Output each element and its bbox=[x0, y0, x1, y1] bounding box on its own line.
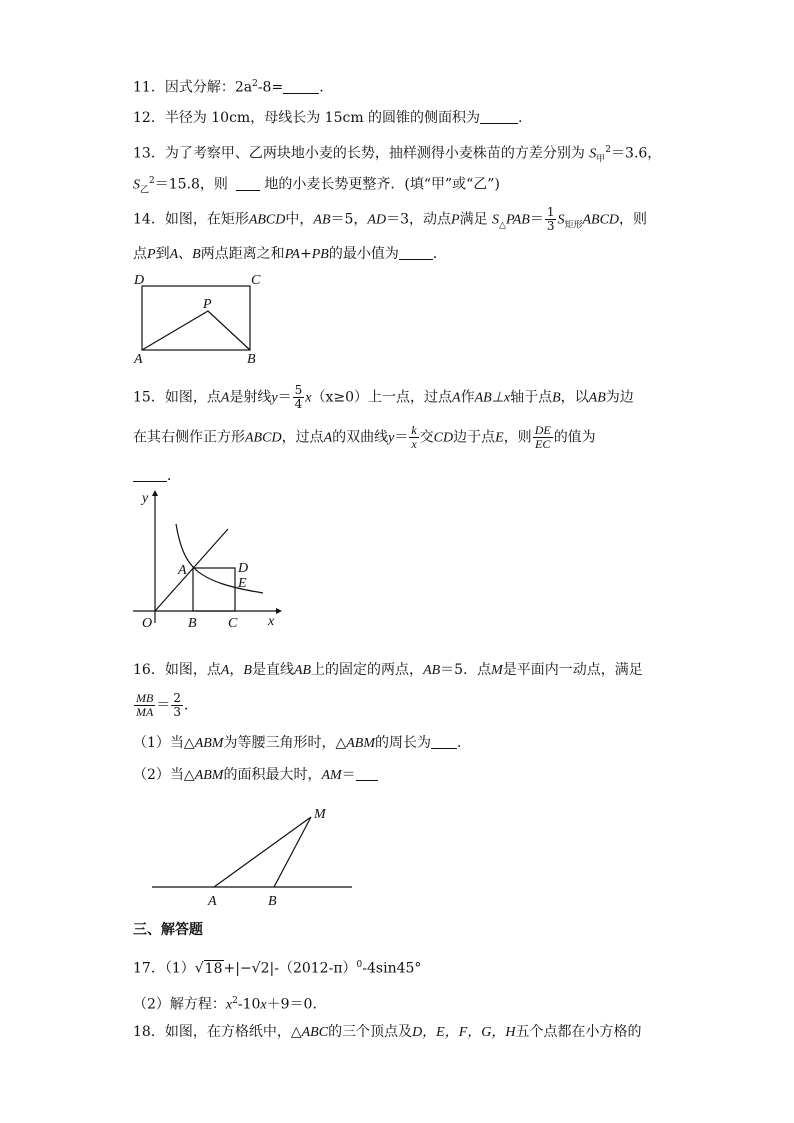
question-11 bbox=[133, 74, 324, 98]
q14-l2-pa: PA bbox=[284, 247, 300, 262]
q15-text-5: ，以 bbox=[560, 389, 589, 406]
q14-label-c: C bbox=[251, 273, 261, 288]
q13-text: 为了考察甲、乙两块地小麦的长势，抽样测得小麦株苗的方差分别为 bbox=[164, 145, 585, 162]
q15-y-arrow bbox=[152, 490, 158, 496]
q15-answer-blank bbox=[133, 467, 167, 482]
q16-p2-answer-blank bbox=[356, 766, 378, 781]
q13-value-a: ＝3.6， bbox=[611, 145, 662, 162]
q16-ratio-fraction bbox=[134, 692, 155, 719]
q16-p1-c: 的周长为 bbox=[375, 735, 431, 751]
q16-p2-am: AM bbox=[321, 768, 342, 783]
q15-label-x: x bbox=[268, 614, 275, 629]
q14-area-symbol: S bbox=[492, 212, 500, 228]
question-17-part-1: 17．$(1)√18+|-√2|-(2012-\pi)^0-4\sin 45^\circ$ bbox=[133, 960, 422, 977]
q16-number: 16． bbox=[133, 662, 165, 678]
q13-variance-symbol-b: S bbox=[133, 177, 140, 193]
question-17-part-2 bbox=[133, 991, 326, 1016]
q18-text-2: 的三个顶点及 bbox=[328, 1024, 413, 1040]
q14-rectangle-figure bbox=[130, 270, 270, 366]
q11-exponent: 2 bbox=[252, 79, 258, 89]
q14-p: P bbox=[451, 212, 460, 228]
q18-text-3: 五个点都在小方格的 bbox=[515, 1024, 642, 1040]
q15-e: E bbox=[495, 430, 504, 446]
q14-l2-c: 、 bbox=[178, 246, 193, 262]
question-16-part-1 bbox=[133, 733, 471, 754]
question-16-part-2 bbox=[133, 765, 378, 786]
q11-text: 因式分解：2a bbox=[164, 79, 253, 96]
q16-value-fraction bbox=[171, 692, 183, 719]
q13-sup-a: 2 bbox=[605, 145, 612, 155]
q16-ab2: AB bbox=[423, 663, 441, 678]
q15-k-num: k bbox=[411, 423, 417, 437]
q13-sup-b: 2 bbox=[149, 176, 155, 186]
q15-end: ． bbox=[167, 468, 181, 484]
q14-label-p: P bbox=[203, 297, 212, 312]
q16-p2-c: ＝ bbox=[341, 767, 356, 783]
q14-frac-den: 3 bbox=[546, 219, 555, 233]
question-13-line-2 bbox=[133, 171, 500, 200]
q14-answer-blank bbox=[399, 245, 433, 260]
q17-plus: + bbox=[223, 960, 236, 977]
q15-l2-A: A bbox=[323, 430, 333, 446]
q15-text-1: 如图，点 bbox=[164, 389, 221, 406]
q15-label-b: B bbox=[188, 616, 197, 631]
q15-x-arrow bbox=[276, 608, 282, 614]
q15-l2-y: y bbox=[388, 430, 395, 446]
q14-l2-plus: + bbox=[300, 246, 312, 262]
q15-fraction bbox=[293, 384, 305, 411]
q14-rect-sub: 矩形 bbox=[564, 220, 583, 231]
q15-l2-d: 交 bbox=[419, 429, 434, 446]
q11-text2: -8= bbox=[257, 79, 284, 96]
q15-text-6: 为边 bbox=[605, 389, 634, 406]
question-12 bbox=[133, 108, 523, 128]
q14-text-1: 如图，在矩形 bbox=[164, 211, 249, 228]
q15-condition: （x≥0）上一点，过点 bbox=[311, 389, 453, 406]
q15-a: A bbox=[220, 390, 230, 406]
q16-text-6: 是平面内一动点，满足 bbox=[502, 662, 643, 678]
q11-end: . bbox=[319, 79, 324, 96]
q15-frac-den: 4 bbox=[294, 397, 303, 411]
q15-label-c: C bbox=[228, 616, 238, 631]
q14-frac-num: 1 bbox=[546, 205, 555, 219]
q16-p1-answer-blank bbox=[431, 734, 457, 749]
question-14-line-2 bbox=[133, 244, 447, 265]
q14-l2-b: 到 bbox=[155, 246, 170, 262]
q14-label-d: D bbox=[134, 273, 145, 288]
q17-sqrt-18: 18 bbox=[204, 960, 223, 977]
q16-ab: AB bbox=[293, 663, 312, 678]
q15-label-a: A bbox=[178, 563, 187, 578]
q17-p1: （1） bbox=[164, 960, 195, 977]
q14-text-6: ，则 bbox=[619, 211, 648, 228]
q15-cd: CD bbox=[433, 430, 454, 446]
q16-value-num: 2 bbox=[173, 691, 181, 705]
question-15-line-3 bbox=[133, 466, 181, 486]
q15-b: B bbox=[552, 390, 561, 406]
q15-text-3: 作 bbox=[460, 389, 475, 406]
q13-value-b: ＝15.8，则 bbox=[154, 176, 228, 193]
q15-square: ABCD bbox=[245, 430, 282, 446]
q14-rect-name-2: ABCD bbox=[582, 212, 620, 228]
q16-triangle-figure bbox=[148, 800, 358, 908]
q15-l2-g: 的值为 bbox=[553, 429, 596, 446]
question-16-line-1 bbox=[133, 660, 643, 681]
q16-text-5: ＝5．点 bbox=[440, 662, 492, 678]
q14-l2-pb: PB bbox=[311, 247, 329, 262]
q14-l2-e: 的最小值为 bbox=[328, 246, 399, 262]
q17-rest-2: -4sin45° bbox=[362, 960, 422, 977]
q15-l2-a: 在其右侧作正方形 bbox=[133, 429, 245, 446]
q15-k-den: x bbox=[411, 437, 417, 451]
q16-text-4: 上的固定的两点， bbox=[311, 662, 424, 678]
q18-points: D，E，F，G，H bbox=[412, 1025, 516, 1040]
q16-b: B bbox=[243, 663, 252, 678]
q14-text-4: ＝3，动点 bbox=[386, 211, 452, 228]
q14-ab: AB bbox=[313, 212, 331, 228]
q14-ad: AD bbox=[367, 212, 387, 228]
q15-abx: AB⊥x bbox=[474, 390, 511, 406]
q14-l2-d: 两点距离之和 bbox=[200, 246, 285, 262]
q15-label-y: y bbox=[142, 491, 149, 506]
q15-l2-c: 的双曲线 bbox=[332, 429, 389, 446]
q14-label-b: B bbox=[247, 352, 256, 366]
q16-text-2: ， bbox=[229, 662, 244, 678]
q15-label-d: D bbox=[238, 561, 249, 576]
q16-label-m: M bbox=[314, 807, 326, 822]
q15-text-2: 是射线 bbox=[229, 389, 272, 406]
q17-number: 17． bbox=[133, 960, 165, 977]
q18-number: 18． bbox=[133, 1024, 165, 1040]
q17-abs-sqrt-2: −√2 bbox=[239, 960, 270, 977]
q17-p2: （2）解方程： bbox=[133, 996, 226, 1013]
q17-zero-exp: 0 bbox=[356, 960, 363, 970]
q13-sub-a: 甲 bbox=[596, 154, 606, 165]
q15-l2-f: ，则 bbox=[503, 429, 532, 446]
q17-eqn-2: ＋9＝0． bbox=[266, 996, 327, 1013]
q14-eq: ＝ bbox=[529, 211, 544, 228]
q16-p1-end: ． bbox=[457, 735, 471, 751]
q15-hyperbola bbox=[176, 524, 263, 593]
question-14-line-1 bbox=[133, 206, 647, 235]
q17-eqn: -10 bbox=[237, 996, 261, 1013]
q14-end: ． bbox=[432, 246, 447, 262]
q16-p2-b: 的面积最大时， bbox=[223, 767, 322, 783]
q17-rest: -（2012-π） bbox=[274, 960, 357, 977]
q13-variance-symbol-a: S bbox=[589, 146, 597, 162]
q15-l2-eq: ＝ bbox=[394, 429, 409, 446]
q12-end: . bbox=[518, 110, 523, 126]
q14-l2-p: P bbox=[147, 247, 156, 262]
q14-text-3: ＝5， bbox=[330, 211, 368, 228]
q14-area-symbol-2: S bbox=[557, 212, 565, 228]
q15-ab: AB bbox=[588, 390, 606, 406]
q15-k-fraction bbox=[409, 424, 418, 451]
q14-number: 14． bbox=[133, 211, 165, 228]
q18-abc: ABC bbox=[301, 1025, 329, 1040]
q15-square bbox=[193, 568, 235, 611]
q16-p1-abm2: ABM bbox=[346, 736, 375, 751]
q13-text-2: 地的小麦长势更整齐．(填“甲”或“乙”) bbox=[264, 176, 500, 193]
q14-rect-name: ABCD bbox=[248, 212, 286, 228]
q14-l2-a: 点 bbox=[133, 246, 147, 262]
q16-ratio-den: MA bbox=[136, 705, 154, 719]
q15-a2: A bbox=[452, 390, 461, 406]
q13-sub-b: 乙 bbox=[140, 185, 150, 196]
q13-answer-blank bbox=[236, 176, 260, 191]
question-13-line-1 bbox=[133, 140, 661, 169]
q14-triangle-sub: △ bbox=[499, 220, 506, 231]
q18-text-1: 如图，在方格纸中，△ bbox=[164, 1024, 302, 1040]
q14-pab: PAB bbox=[505, 212, 530, 228]
q15-l2-b: ，过点 bbox=[281, 429, 324, 446]
q15-ratio-fraction bbox=[533, 424, 553, 451]
q16-value-den: 3 bbox=[173, 705, 181, 719]
q14-text-5: 满足 bbox=[459, 211, 488, 228]
q16-label-b: B bbox=[268, 894, 277, 908]
q15-x: x bbox=[305, 390, 312, 406]
q11-number: 11． bbox=[133, 79, 165, 96]
q15-frac-num: 5 bbox=[294, 383, 303, 397]
question-15-line-1 bbox=[133, 384, 634, 411]
q15-y: y bbox=[271, 390, 278, 406]
q15-l2-e: 边于点 bbox=[453, 429, 496, 446]
q14-l2-B: B bbox=[192, 247, 201, 262]
q13-number: 13． bbox=[133, 145, 165, 162]
q16-a: A bbox=[220, 663, 230, 678]
q17-x: x bbox=[225, 997, 233, 1013]
q15-ratio-num: DE bbox=[534, 423, 551, 437]
q17-x2: x bbox=[260, 997, 267, 1013]
q15-coordinate-figure bbox=[128, 488, 288, 638]
q16-p1-abm: ABM bbox=[194, 736, 224, 751]
question-16-line-2 bbox=[133, 692, 198, 719]
q16-m: M bbox=[491, 663, 503, 678]
q16-text-1: 如图，点 bbox=[164, 662, 221, 678]
q16-ratio-num: MB bbox=[136, 691, 154, 705]
q16-eq: ＝ bbox=[156, 697, 171, 714]
q14-l2-A: A bbox=[169, 247, 179, 262]
q16-p2-abm: ABM bbox=[194, 768, 224, 783]
question-18 bbox=[133, 1022, 642, 1043]
q16-label-a: A bbox=[208, 894, 217, 908]
q16-p2-a: （2）当△ bbox=[133, 767, 195, 783]
q15-ratio-den: EC bbox=[535, 437, 551, 451]
q15-label-e: E bbox=[238, 576, 247, 591]
q16-dot: ． bbox=[183, 697, 198, 714]
q14-label-a: A bbox=[134, 352, 143, 366]
q11-answer-blank bbox=[283, 79, 319, 94]
q16-p1-b: 为等腰三角形时，△ bbox=[223, 735, 347, 751]
q15-eq: ＝ bbox=[277, 389, 292, 406]
q16-p1-a: （1）当△ bbox=[133, 735, 195, 751]
q12-text: 半径为 10cm，母线长为 15cm 的圆锥的侧面积为 bbox=[164, 110, 481, 126]
q17-square-exp: 2 bbox=[232, 996, 238, 1006]
q16-text-3: 是直线 bbox=[251, 662, 294, 678]
q14-text-2: 中， bbox=[285, 211, 314, 228]
question-15-line-2 bbox=[133, 424, 596, 451]
section-3-heading: 三、解答题 bbox=[133, 922, 203, 938]
q15-label-o: O bbox=[142, 616, 153, 631]
q15-ray bbox=[155, 529, 228, 611]
q12-number: 12． bbox=[133, 110, 165, 126]
q16-triangle-abm bbox=[214, 817, 311, 887]
q15-text-4: 轴于点 bbox=[510, 389, 553, 406]
q15-number: 15． bbox=[133, 389, 165, 406]
q12-answer-blank bbox=[480, 109, 518, 124]
q14-triangle-pab bbox=[142, 311, 250, 350]
q14-fraction bbox=[545, 206, 557, 233]
